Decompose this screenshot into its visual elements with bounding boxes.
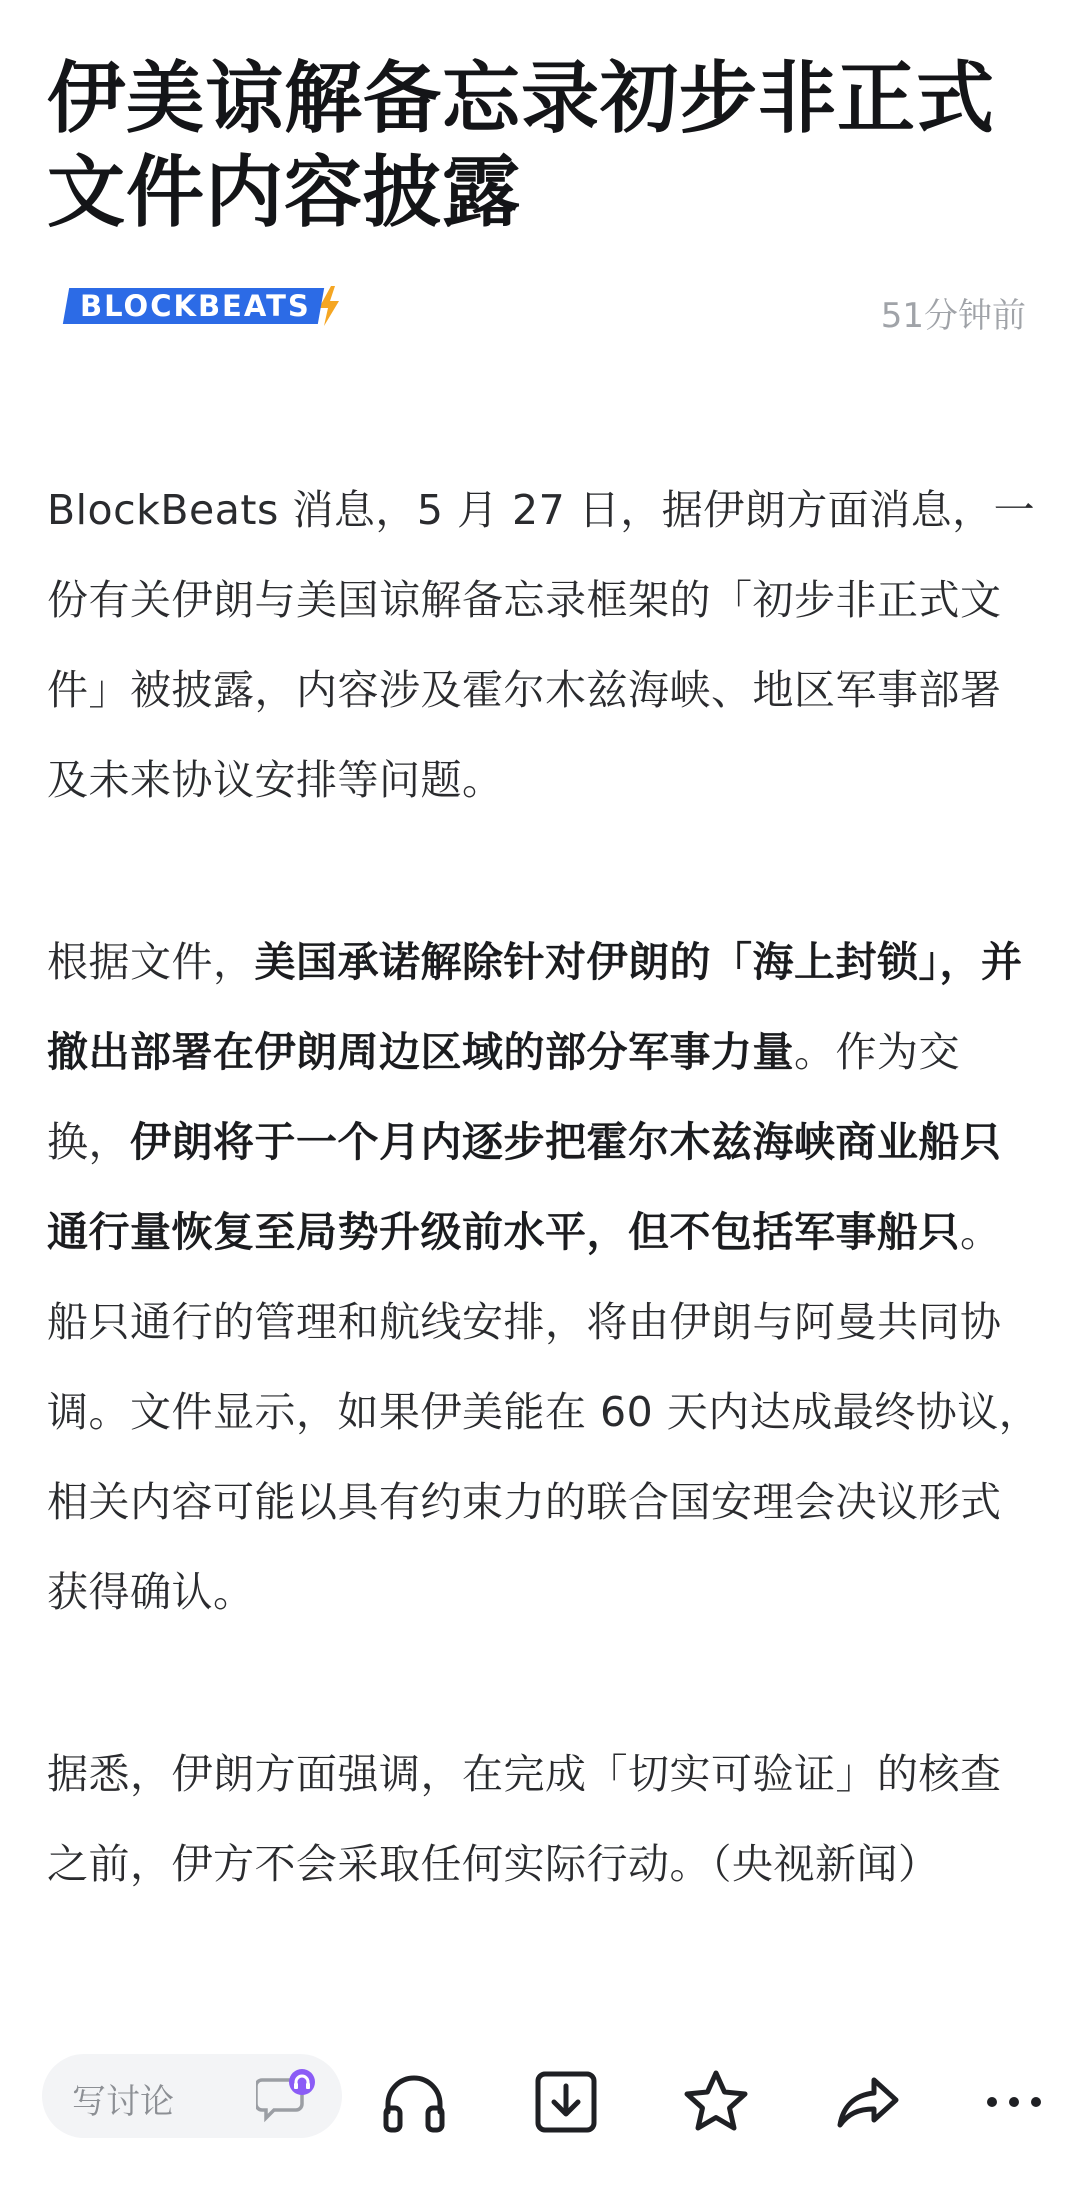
logo-text: BLOCKBEATS — [80, 289, 311, 323]
share-icon[interactable] — [832, 2066, 904, 2138]
text-run: 据悉，伊朗方面强调，在完成「切实可验证」的核查之前，伊方不会采取任何实际行动。（央视新闻） — [47, 1750, 1002, 1888]
bottom-action-bar — [0, 2040, 1084, 2160]
article-meta — [66, 284, 1026, 336]
comment-input[interactable] — [42, 2054, 342, 2138]
article-paragraph — [47, 465, 1041, 825]
article-title: 伊美谅解备忘录初步非正式文件内容披露 — [47, 54, 996, 238]
article-paragraph — [47, 917, 1041, 1637]
blockbeats-logo[interactable] — [66, 284, 386, 328]
text-run: BlockBeats 消息，5 月 27 日，据伊朗方面消息，一份有关伊朗与美国谅解备忘录框架的「初步非正式文件」被披露，内容涉及霍尔木兹海峡、地区军事部署及未来协议安排等问题。 — [47, 486, 1036, 804]
publish-time: 51分钟前 — [880, 296, 1026, 336]
article-body — [47, 465, 1041, 2001]
more-icon[interactable] — [978, 2066, 1050, 2138]
text-run: 根据文件， — [47, 938, 255, 986]
comment-icon[interactable] — [256, 2068, 322, 2124]
text-run: 。船只通行的管理和航线安排，将由伊朗与阿曼共同协调。文件显示，如果伊美能在 60 天内达成最终协议，相关内容可能以具有约束力的联合国安理会决议形式获得确认。 — [47, 1208, 1041, 1616]
star-icon[interactable] — [680, 2066, 752, 2138]
bold-text-run: 美国承诺解除针对伊朗的「海上封锁」，并撤出部署在伊朗周边区域的部分军事力量 — [47, 938, 1023, 1076]
headphones-icon[interactable] — [378, 2066, 450, 2138]
bold-text-run: 伊朗将于一个月内逐步把霍尔木兹海峡商业船只通行量恢复至局势升级前水平，但不包括军事船只 — [47, 1118, 1002, 1256]
download-icon[interactable] — [530, 2066, 602, 2138]
comment-placeholder: 写讨论 — [72, 2082, 174, 2122]
text-run: 。作为交换， — [47, 1028, 960, 1166]
article-paragraph — [47, 1729, 1041, 1909]
